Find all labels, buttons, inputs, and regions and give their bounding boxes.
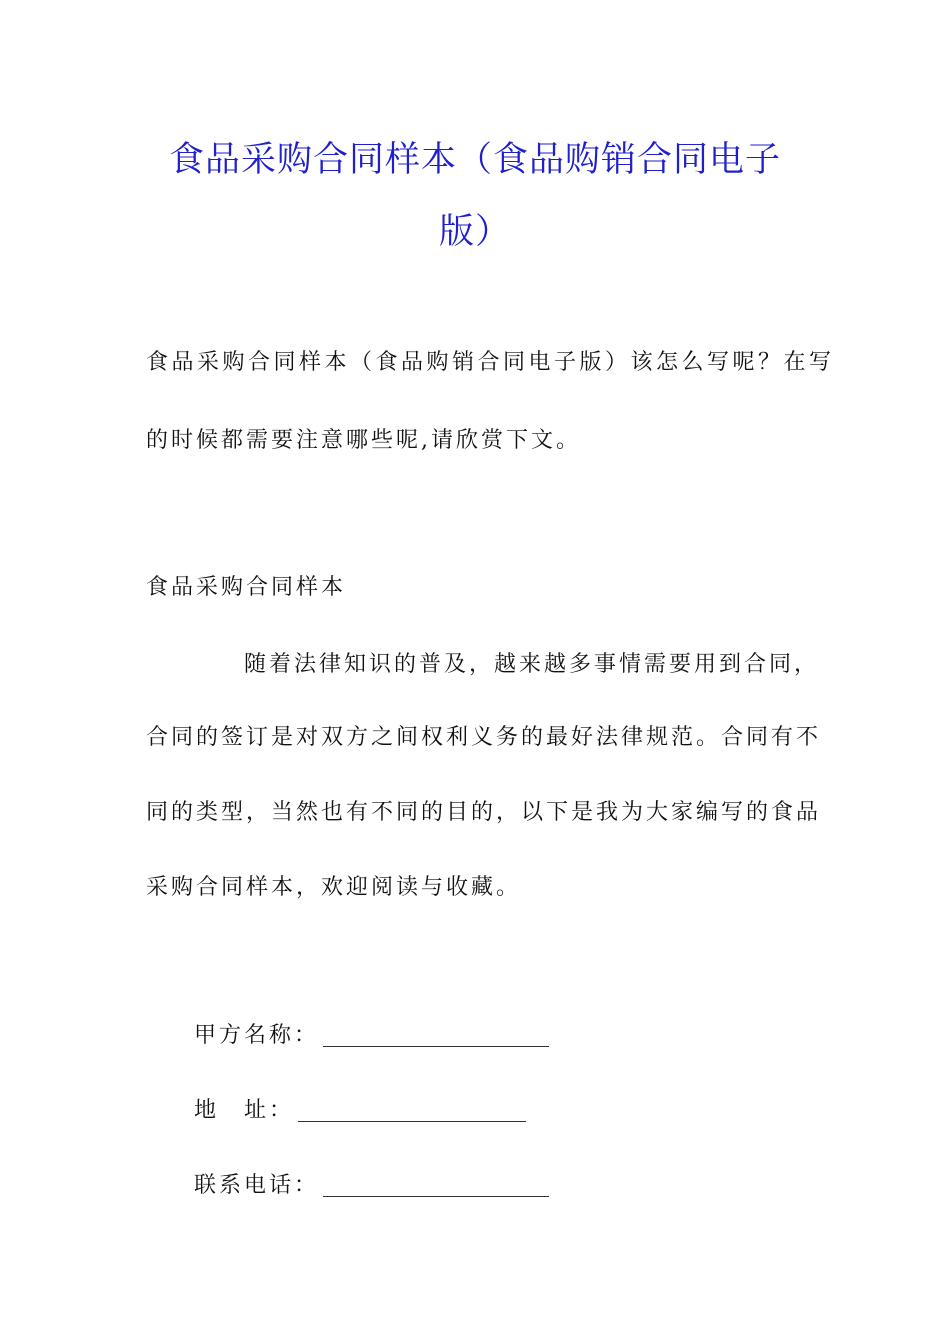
paragraph-line-4: 采购合同样本，欢迎阅读与收藏。 [146, 875, 522, 900]
address-blank-line[interactable] [298, 1120, 526, 1122]
party-a-name-label: 甲方名称： [194, 1023, 320, 1048]
phone-blank-line[interactable] [323, 1195, 549, 1197]
intro-text-line-2: 的时候都需要注意哪些呢,请欣赏下文。 [146, 428, 581, 453]
phone-label: 联系电话： [194, 1173, 320, 1198]
phone-field [194, 1168, 549, 1199]
intro-text-line-1: 食品采购合同样本（食品购销合同电子版）该怎么写呢？在写 [146, 350, 835, 375]
document-title-line-1: 食品采购合同样本（食品购销合同电子 [168, 140, 781, 180]
party-a-name-field [194, 1018, 549, 1049]
document-title-line-2: 版） [438, 212, 511, 252]
paragraph-line-3: 同的类型，当然也有不同的目的，以下是我为大家编写的食品 [146, 800, 822, 825]
party-a-name-blank-line[interactable] [323, 1045, 549, 1047]
section-heading: 食品采购合同样本 [146, 575, 347, 600]
address-field [194, 1093, 526, 1124]
paragraph-line-2: 合同的签订是对双方之间权利义务的最好法律规范。合同有不 [146, 725, 822, 750]
address-label: 地 址： [194, 1098, 295, 1123]
paragraph-line-1: 随着法律知识的普及，越来越多事情需要用到合同， [244, 652, 820, 677]
